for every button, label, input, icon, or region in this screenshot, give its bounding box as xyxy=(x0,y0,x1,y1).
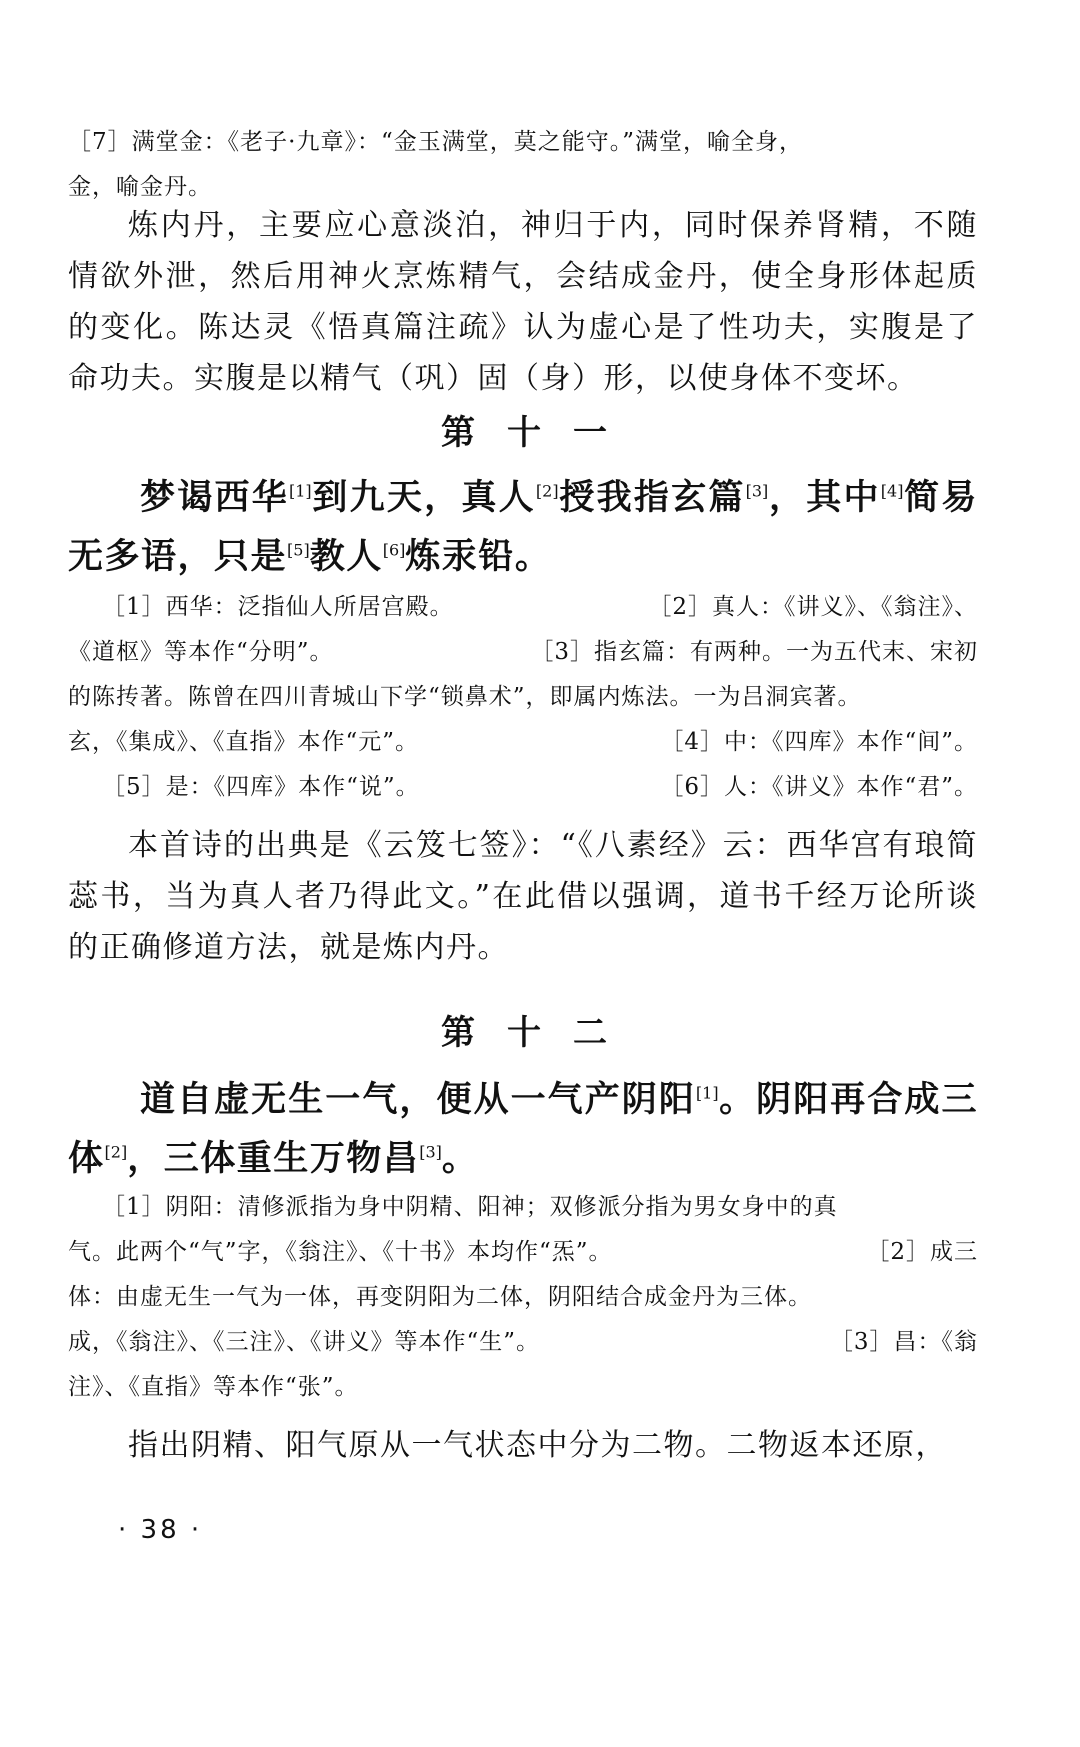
footnote: ［3］指玄篇：有两种。一为五代末、宋初 xyxy=(530,639,978,665)
footnote-row xyxy=(68,1320,978,1365)
footnote-row xyxy=(68,585,978,630)
poem-fragment: 到九天，真人 xyxy=(311,477,536,518)
footnote: 体：由虚无生一气为一体，再变阴阳为二体，阴阳结合成金丹为三体。 xyxy=(68,1284,812,1310)
footnote: 的陈抟著。陈曾在四川青城山下学“锁鼻术”，即属内炼法。一为吕洞宾著。 xyxy=(68,684,862,710)
footnote-ref: [2] xyxy=(104,1142,128,1162)
footnote-ref: [2] xyxy=(535,481,559,501)
poem-fragment: 简易无多语，只是 xyxy=(68,477,978,577)
poem-fragment: 。阴阳再合成三体 xyxy=(68,1079,978,1179)
footnote-ref: [4] xyxy=(880,481,904,501)
footnote-ref: [5] xyxy=(287,540,310,560)
footnote-row xyxy=(68,630,978,675)
notes-12 xyxy=(68,1185,978,1410)
footnote: ［1］西华：泛指仙人所居宫殿。 xyxy=(102,594,454,620)
paragraph-text: 本首诗的出典是《云笈七签》：“《八素经》云：西华宫有琅简蕊书，当为真人者乃得此文。”在此借以强调，道书千经万论所谈的正确修道方法，就是炼内丹。 xyxy=(68,828,978,965)
footnote: ［5］是：《四库》本作“说”。 xyxy=(102,774,420,800)
footnote-ref: [1] xyxy=(695,1083,719,1103)
poem-11 xyxy=(68,468,978,586)
footnote-ref: [1] xyxy=(289,481,312,501)
footnote-row xyxy=(68,765,978,810)
section-heading-12: 第十二 xyxy=(441,1013,639,1053)
footnote: ［1］阴阳：清修派指为身中阴精、阳神；双修派分指为男女身中的真 xyxy=(102,1194,838,1220)
paragraph-text: 指出阴精、阳气原从一气状态中分为二物。二物返本还原， xyxy=(128,1428,947,1463)
body-paragraph xyxy=(68,200,978,404)
commentary-12 xyxy=(68,1420,978,1471)
footnote-ref: [3] xyxy=(745,481,769,501)
footnote-row xyxy=(68,720,978,765)
section-heading-11: 第十一 xyxy=(441,413,639,453)
poem-text xyxy=(68,468,978,586)
footnote: 注》、《直指》等本作“张”。 xyxy=(68,1374,359,1400)
footnote-line: 金，喻金丹。 xyxy=(68,174,212,200)
footnote: ［2］成三 xyxy=(866,1239,978,1265)
footnote: ［2］真人：《讲义》、《翁注》、 xyxy=(648,594,978,620)
poem-text xyxy=(68,1070,978,1188)
top-footnote xyxy=(68,120,978,210)
poem-fragment: 授我指玄篇 xyxy=(558,477,746,518)
poem-fragment: ，三体重生万物昌 xyxy=(127,1138,420,1179)
footnote-ref: [6] xyxy=(382,540,406,560)
footnote-ref: [3] xyxy=(419,1142,442,1162)
poem-fragment: ，其中 xyxy=(768,477,881,518)
commentary-11 xyxy=(68,820,978,973)
footnote: 玄，《集成》、《直指》本作“元”。 xyxy=(68,729,420,755)
footnote: ［6］人：《讲义》本作“君”。 xyxy=(660,774,978,800)
poem-12 xyxy=(68,1070,978,1188)
footnote-line: ［7］满堂金：《老子·九章》：“金玉满堂，莫之能守。”满堂，喻全身， xyxy=(68,129,803,155)
poem-fragment: 教人 xyxy=(309,536,383,577)
poem-fragment: 炼汞铅。 xyxy=(405,536,552,577)
footnote: 《道枢》等本作“分明”。 xyxy=(68,639,334,665)
poem-fragment: 。 xyxy=(441,1138,479,1179)
footnote: 气。此两个“气”字，《翁注》、《十书》本均作“炁”。 xyxy=(68,1239,613,1265)
poem-fragment: 梦谒西华 xyxy=(140,477,289,518)
paragraph-text: 炼内丹，主要应心意淡泊，神归于内，同时保养肾精，不随情欲外泄，然后用神火烹炼精气，会结成金丹，使全身形体起质的变化。陈达灵《悟真篇注疏》认为虚心是了性功夫，实腹是了命功夫。实腹是以精气（巩）固（身）形，以使身体不变坏。 xyxy=(68,208,978,396)
page-number: · 38 · xyxy=(118,1515,203,1545)
footnote: ［3］昌：《翁 xyxy=(829,1329,978,1355)
footnote: 成，《翁注》、《三注》、《讲义》等本作“生”。 xyxy=(68,1329,541,1355)
footnote: ［4］中：《四库》本作“间”。 xyxy=(660,729,978,755)
poem-fragment: 道自虚无生一气，便从一气产阴阳 xyxy=(140,1079,696,1120)
footnote-row xyxy=(68,1230,978,1275)
notes-11 xyxy=(68,585,978,810)
